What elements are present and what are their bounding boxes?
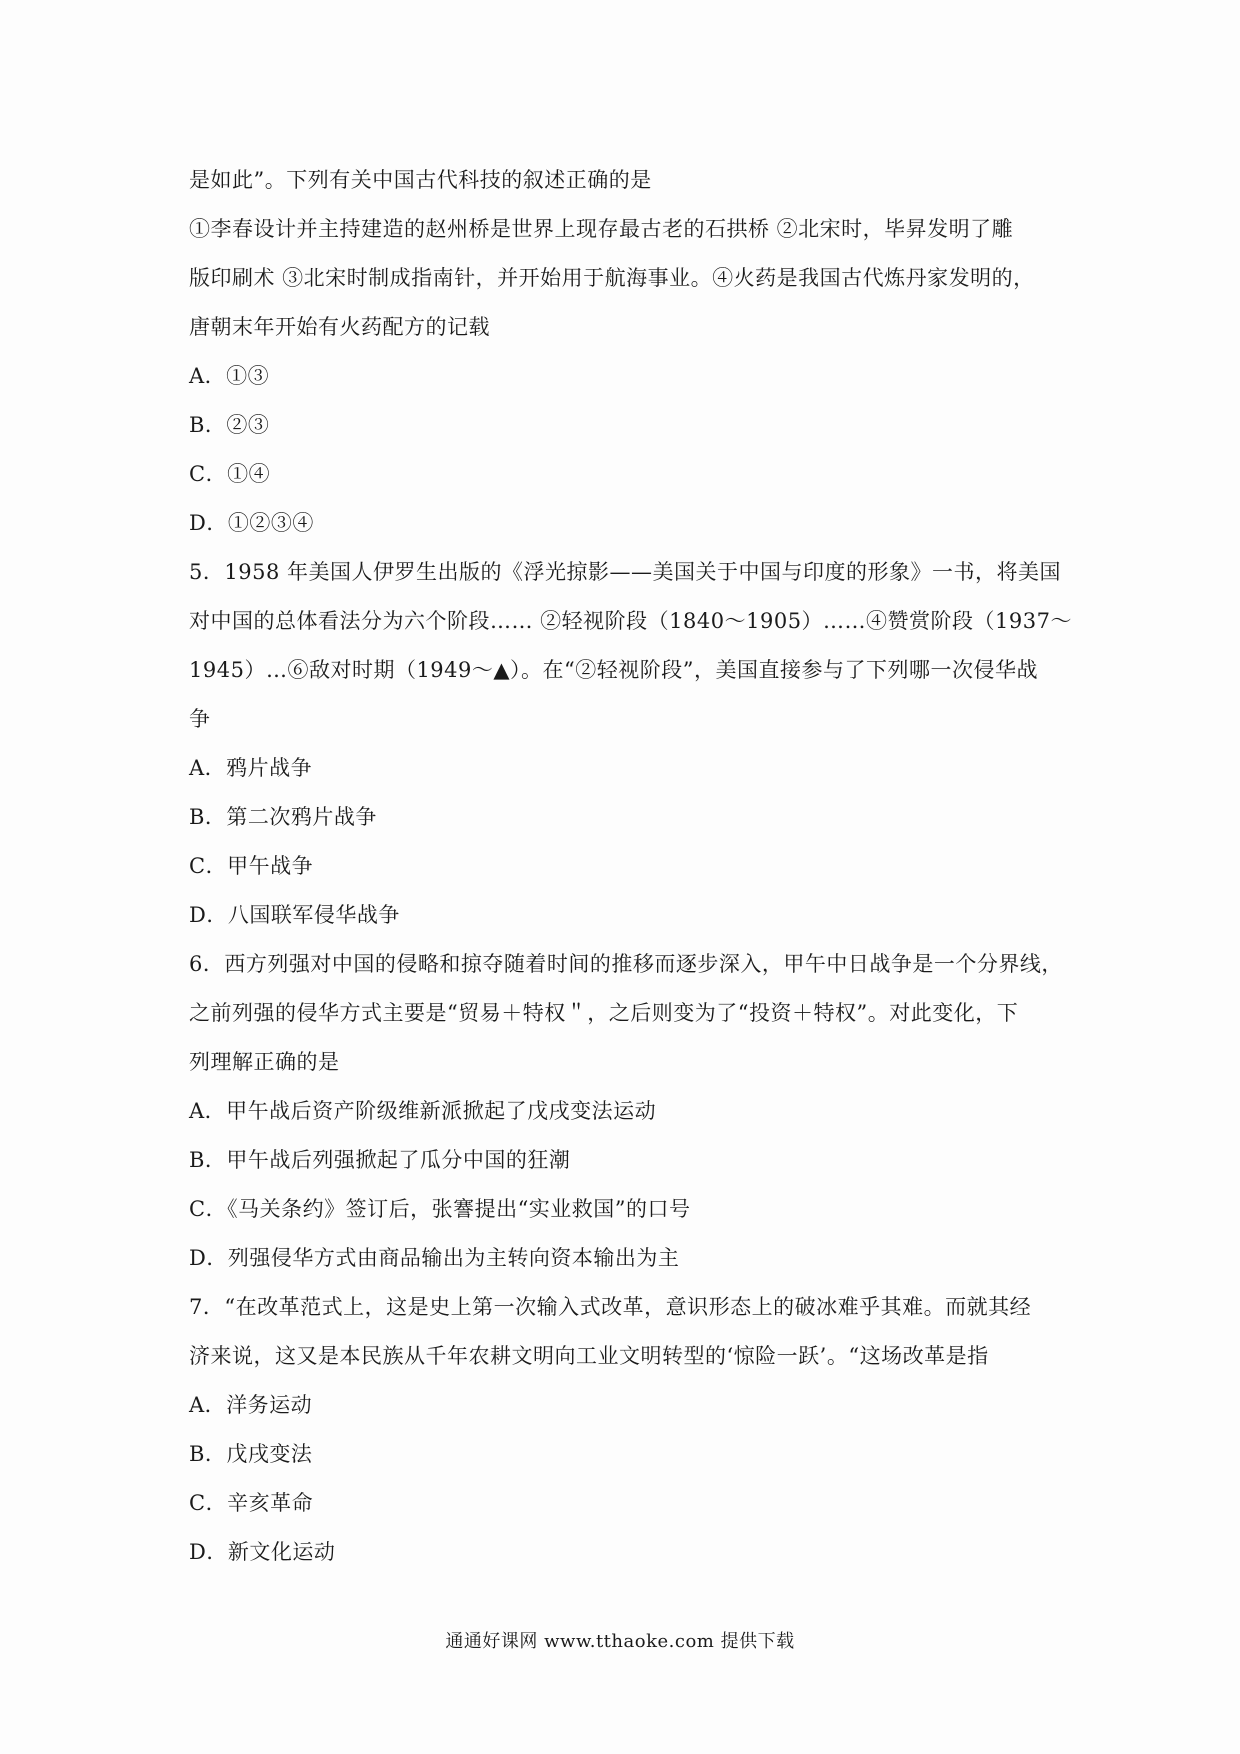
question-4-continued	[189, 156, 1069, 548]
option-b: B．②③	[189, 413, 270, 437]
option-d: D．八国联军侵华战争	[189, 903, 400, 927]
option-b: B．戊戌变法	[189, 1442, 313, 1466]
option-a: A．鸦片战争	[189, 756, 313, 780]
option-a: A．甲午战后资产阶级维新派掀起了戊戌变法运动	[189, 1099, 657, 1123]
option-a: A．洋务运动	[189, 1393, 313, 1417]
option-b: B．第二次鸦片战争	[189, 805, 377, 829]
question-text-line: 是如此”。下列有关中国古代科技的叙述正确的是	[189, 168, 652, 192]
option-c: C．《马关条约》签订后，张謇提出“实业救国”的口号	[189, 1197, 691, 1221]
question-text-line: 对中国的总体看法分为六个阶段…… ②轻视阶段（1840～1905）……④赞赏阶段（1937～	[189, 609, 1073, 633]
question-7	[189, 1283, 1069, 1577]
question-5	[189, 548, 1073, 940]
option-c: C．①④	[189, 462, 271, 486]
option-d: D．①②③④	[189, 511, 314, 535]
question-text-line: 唐朝末年开始有火药配方的记载	[189, 315, 490, 339]
question-text-line: 济来说，这又是本民族从千年农耕文明向工业文明转型的‘惊险一跃’。“这场改革是指	[189, 1344, 989, 1368]
option-b: B．甲午战后列强掀起了瓜分中国的狂潮	[189, 1148, 571, 1172]
question-text-line: 7．“在改革范式上，这是史上第一次输入式改革，意识形态上的破冰难乎其难。而就其经	[189, 1295, 1032, 1319]
option-d: D．列强侵华方式由商品输出为主转向资本输出为主	[189, 1246, 680, 1270]
question-text-line: 5．1958 年美国人伊罗生出版的《浮光掠影——美国关于中国与印度的形象》一书，将美国	[189, 560, 1061, 584]
option-c: C．辛亥革命	[189, 1491, 314, 1515]
question-text-line: 争	[189, 707, 211, 731]
question-6	[189, 940, 1069, 1283]
option-a: A．①③	[189, 364, 270, 388]
page-footer: 通通好课网 www.tthaoke.com 提供下载	[445, 1631, 795, 1652]
question-text-line: 列理解正确的是	[189, 1050, 340, 1074]
question-text-line: 版印刷术 ③北宋时制成指南针，并开始用于航海事业。④火药是我国古代炼丹家发明的，	[189, 266, 1035, 290]
question-text-line: 1945）…⑥敌对时期（1949～▲）。在“②轻视阶段”，美国直接参与了下列哪一次侵华战	[189, 658, 1039, 682]
page-content	[189, 156, 1073, 1577]
option-c: C．甲午战争	[189, 854, 314, 878]
question-text-line: ①李春设计并主持建造的赵州桥是世界上现存最古老的石拱桥 ②北宋时，毕昇发明了雕	[189, 217, 1014, 241]
question-text-line: 6．西方列强对中国的侵略和掠夺随着时间的推移而逐步深入，甲午中日战争是一个分界线，	[189, 952, 1063, 976]
question-text-line: 之前列强的侵华方式主要是“贸易＋特权＂，之后则变为了“投资＋特权”。对此变化，下	[189, 1001, 1019, 1025]
option-d: D．新文化运动	[189, 1540, 336, 1564]
